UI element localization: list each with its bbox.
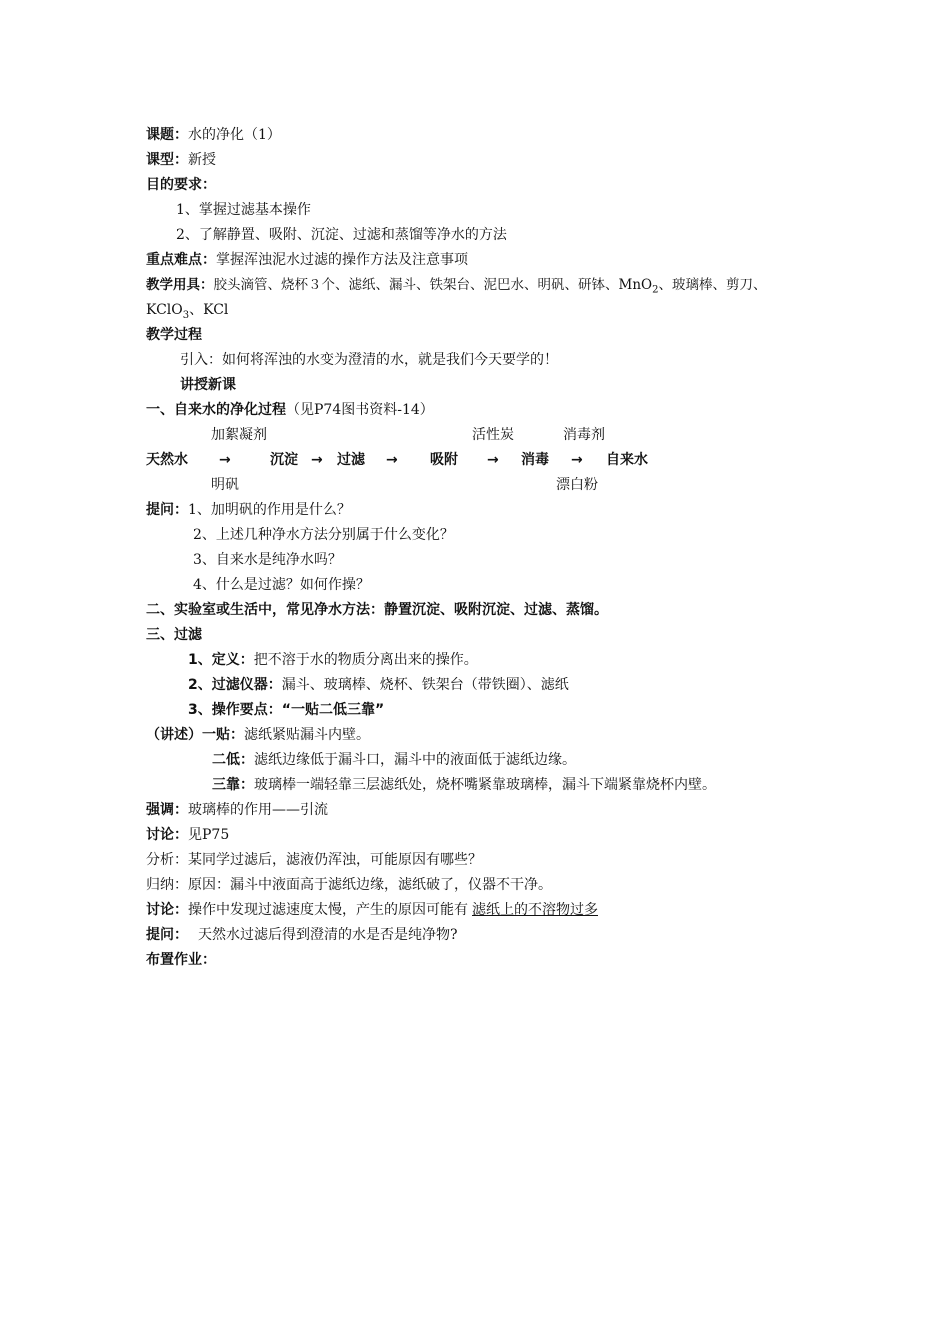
flow-disinfection: 消毒 [521, 452, 549, 468]
flow-tap-water: 自来水 [606, 452, 648, 468]
one-tie-line: （讲述）一贴：滤纸紧贴漏斗内壁。 [146, 727, 370, 743]
discussion-line: 讨论：见P75 [146, 827, 230, 843]
analysis-line: 分析：某同学过滤后，滤液仍浑浊，可能原因有哪些？ [146, 852, 482, 868]
flow-arrow-icon: → [487, 452, 499, 468]
two-low-line: 二低：滤纸边缘低于漏斗口，漏斗中的液面低于滤纸边缘。 [212, 752, 576, 768]
question-line: 提问：1、加明矾的作用是什么？ [146, 502, 351, 518]
key-points-line: 3、操作要点：“一贴二低三靠” [188, 702, 385, 718]
section1-title: 一、自来水的净化过程（见P74图书资料-14） [146, 402, 434, 418]
topic-line: 课题：水的净化（1） [146, 127, 281, 143]
flow-arrow-icon: → [386, 452, 398, 468]
homework-label: 布置作业： [146, 952, 216, 968]
flow-natural-water: 天然水 [146, 452, 188, 468]
underlined-answer: 滤纸上的不溶物过多 [472, 902, 598, 918]
type-line: 课型：新授 [146, 152, 216, 168]
disinfectant-label: 消毒剂 [563, 427, 605, 443]
process-label: 教学过程 [146, 327, 202, 343]
discussion-line-2: 讨论：操作中发现过滤速度太慢，产生的原因可能有 滤纸上的不溶物过多 [146, 902, 598, 918]
section3-title: 三、过滤 [146, 627, 202, 643]
definition-line: 1、定义：把不溶于水的物质分离出来的操作。 [188, 652, 478, 668]
flow-arrow-icon: → [219, 452, 231, 468]
three-lean-line: 三靠：玻璃棒一端轻靠三层滤纸处，烧杯嘴紧靠玻璃棒，漏斗下端紧靠烧杯内壁。 [212, 777, 716, 793]
emphasis-line: 强调：玻璃棒的作用——引流 [146, 802, 328, 818]
question-item: 3、自来水是纯净水吗？ [193, 552, 342, 568]
coagulant-label: 加絮凝剂 [211, 427, 267, 443]
question-item: 2、上述几种净水方法分别属于什么变化？ [193, 527, 454, 543]
tools-line-cont: KClO$_3$、KCl [146, 302, 229, 321]
flow-sedimentation: 沉淀 [270, 452, 298, 468]
goals-label: 目的要求： [146, 177, 216, 193]
tools-line: 教学用具：胶头滴管、烧杯３个、滤纸、漏斗、铁架台、泥巴水、明矾、研钵、MnO$_2$、玻璃棒、剪刀、 [146, 277, 767, 296]
bleach-label: 漂白粉 [556, 477, 598, 493]
alum-label: 明矾 [211, 477, 239, 493]
question-item: 4、什么是过滤？如何作操？ [193, 577, 370, 593]
flow-adsorption: 吸附 [430, 452, 458, 468]
flow-arrow-icon: → [571, 452, 583, 468]
goal-item: 2、了解静置、吸附、沉淀、过滤和蒸馏等净水的方法 [176, 227, 507, 243]
carbon-label: 活性炭 [472, 427, 514, 443]
ask-line: 提问： 天然水过滤后得到澄清的水是否是纯净物? [146, 927, 458, 943]
new-lesson-heading: 讲授新课 [180, 377, 236, 393]
key-line: 重点难点：掌握浑浊泥水过滤的操作方法及注意事项 [146, 252, 468, 268]
flow-filtration: 过滤 [337, 452, 365, 468]
intro-line: 引入：如何将浑浊的水变为澄清的水，就是我们今天要学的！ [180, 352, 558, 368]
goal-item: 1、掌握过滤基本操作 [176, 202, 311, 218]
instruments-line: 2、过滤仪器：漏斗、玻璃棒、烧杯、铁架台（带铁圈）、滤纸 [188, 677, 569, 693]
summary-line: 归纳：原因：漏斗中液面高于滤纸边缘，滤纸破了，仪器不干净。 [146, 877, 552, 893]
section2-title: 二、实验室或生活中，常见净水方法：静置沉淀、吸附沉淀、过滤、蒸馏。 [146, 602, 608, 618]
flow-arrow-icon: → [311, 452, 323, 468]
